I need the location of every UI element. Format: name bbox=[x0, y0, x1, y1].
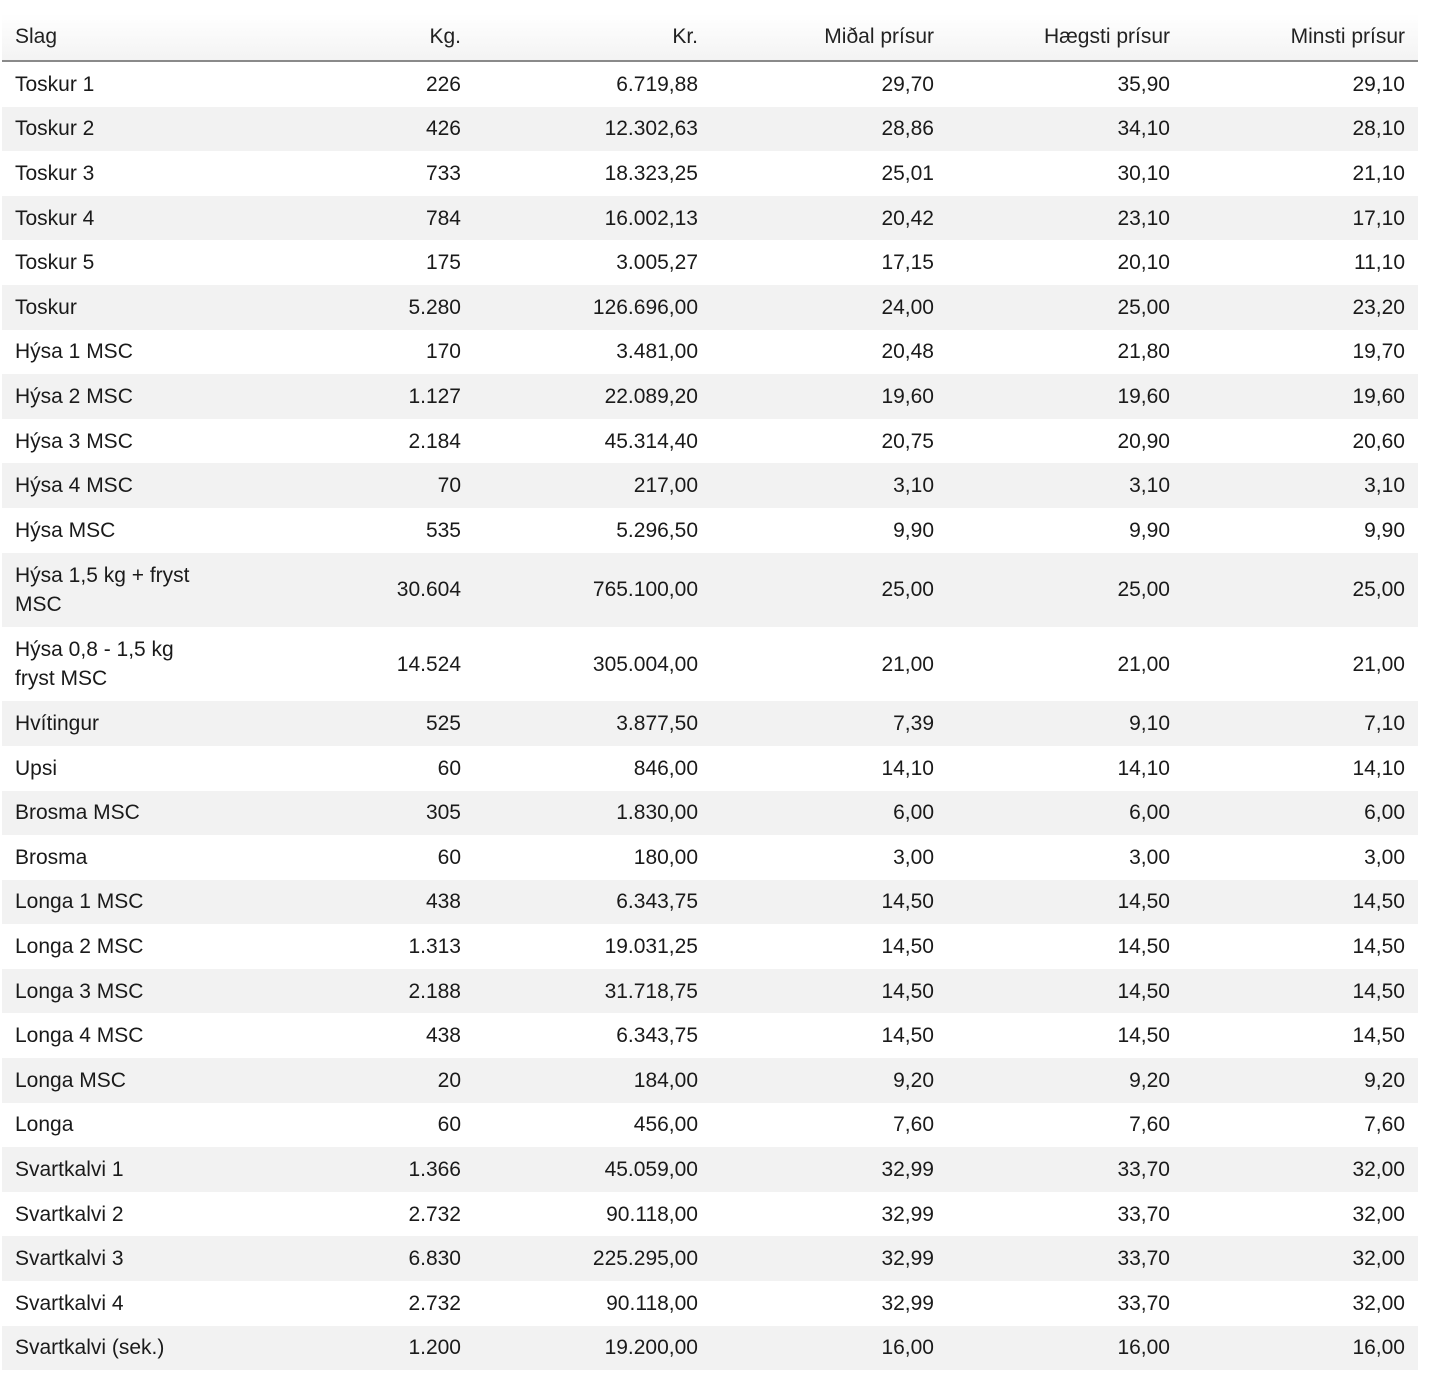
species-label: Toskur 4 bbox=[15, 206, 95, 230]
table-row bbox=[2, 627, 1418, 701]
min-price-cell: 17,10 bbox=[1352, 206, 1405, 230]
min-price-cell: 28,10 bbox=[1352, 117, 1405, 141]
avg-price-cell: 9,20 bbox=[893, 1068, 934, 1092]
species-label: Longa 4 MSC bbox=[15, 1024, 144, 1048]
kr-cell: 3.877,50 bbox=[616, 712, 698, 736]
kg-cell: 525 bbox=[425, 712, 461, 736]
min-price-cell: 14,50 bbox=[1352, 890, 1405, 914]
kg-cell: 170 bbox=[425, 340, 461, 364]
species-label: Svartkalvi (sek.) bbox=[15, 1336, 165, 1360]
kg-cell: 70 bbox=[437, 474, 461, 498]
max-price-cell: 20,10 bbox=[1117, 251, 1170, 275]
max-price-cell: 19,60 bbox=[1117, 384, 1170, 408]
species-label: Toskur 5 bbox=[15, 251, 95, 275]
kg-cell: 60 bbox=[437, 1113, 461, 1137]
avg-price-cell: 32,99 bbox=[881, 1291, 934, 1315]
species-cell bbox=[2, 1147, 238, 1192]
table-row bbox=[2, 151, 1418, 196]
kr-cell: 225.295,00 bbox=[592, 1247, 698, 1271]
kg-cell: 14.524 bbox=[396, 652, 461, 676]
avg-price-cell: 16,00 bbox=[881, 1336, 934, 1360]
kg-cell: 438 bbox=[425, 1024, 461, 1048]
species-cell bbox=[2, 374, 238, 419]
species-cell bbox=[2, 924, 238, 969]
avg-price-cell: 24,00 bbox=[881, 295, 934, 319]
max-price-cell: 6,00 bbox=[1129, 801, 1170, 825]
kg-cell: 2.188 bbox=[408, 979, 461, 1003]
min-price-cell: 9,20 bbox=[1364, 1068, 1405, 1092]
min-price-cell: 25,00 bbox=[1352, 578, 1405, 602]
min-price-cell: 3,10 bbox=[1364, 474, 1405, 498]
max-price-cell: 14,10 bbox=[1117, 756, 1170, 780]
species-cell bbox=[2, 553, 238, 627]
kr-cell: 22.089,20 bbox=[604, 384, 698, 408]
max-price-cell: 33,70 bbox=[1117, 1291, 1170, 1315]
avg-price-cell: 32,99 bbox=[881, 1202, 934, 1226]
min-price-cell: 21,10 bbox=[1352, 161, 1405, 185]
species-cell bbox=[2, 1192, 238, 1237]
kr-cell: 184,00 bbox=[633, 1068, 698, 1092]
table-row bbox=[2, 240, 1418, 285]
table-row bbox=[2, 553, 1418, 627]
kg-cell: 535 bbox=[425, 518, 461, 542]
species-label: Svartkalvi 4 bbox=[15, 1291, 124, 1315]
min-price-cell: 32,00 bbox=[1352, 1247, 1405, 1271]
table-row bbox=[2, 374, 1418, 419]
table-row bbox=[2, 1013, 1418, 1058]
species-label: Longa 2 MSC bbox=[15, 935, 144, 959]
species-cell bbox=[2, 1013, 238, 1058]
species-cell bbox=[2, 791, 238, 836]
species-cell bbox=[2, 61, 238, 107]
kg-cell: 60 bbox=[437, 845, 461, 869]
table-row bbox=[2, 1103, 1418, 1148]
species-cell bbox=[2, 463, 238, 508]
avg-price-cell: 14,10 bbox=[881, 756, 934, 780]
avg-price-cell: 20,75 bbox=[881, 429, 934, 453]
max-price-cell: 34,10 bbox=[1117, 117, 1170, 141]
species-label: Longa MSC bbox=[15, 1068, 126, 1092]
avg-price-cell: 25,00 bbox=[881, 578, 934, 602]
min-price-cell: 3,00 bbox=[1364, 845, 1405, 869]
table-row bbox=[2, 463, 1418, 508]
kg-cell: 20 bbox=[437, 1068, 461, 1092]
kg-cell: 6.830 bbox=[408, 1247, 461, 1271]
avg-price-cell: 20,42 bbox=[881, 206, 934, 230]
avg-price-cell: 14,50 bbox=[881, 890, 934, 914]
max-price-cell: 21,00 bbox=[1117, 652, 1170, 676]
min-price-cell: 32,00 bbox=[1352, 1202, 1405, 1226]
avg-price-cell: 14,50 bbox=[881, 935, 934, 959]
species-label: Longa 3 MSC bbox=[15, 979, 144, 1003]
kr-cell: 5.296,50 bbox=[616, 518, 698, 542]
kr-cell: 45.059,00 bbox=[604, 1158, 698, 1182]
max-price-cell: 16,00 bbox=[1117, 1336, 1170, 1360]
avg-price-cell: 21,00 bbox=[881, 652, 934, 676]
avg-price-cell: 32,99 bbox=[881, 1158, 934, 1182]
kr-cell: 16.002,13 bbox=[604, 206, 698, 230]
species-label: Toskur 3 bbox=[15, 161, 95, 185]
kr-cell: 3.481,00 bbox=[616, 340, 698, 364]
min-price-cell: 32,00 bbox=[1352, 1291, 1405, 1315]
species-cell bbox=[2, 508, 238, 553]
species-label: Longa 1 MSC bbox=[15, 890, 144, 914]
avg-price-cell: 29,70 bbox=[881, 72, 934, 96]
max-price-cell: 14,50 bbox=[1117, 979, 1170, 1003]
kg-cell: 1.127 bbox=[408, 384, 461, 408]
kg-cell: 175 bbox=[425, 251, 461, 275]
avg-price-cell: 3,10 bbox=[893, 474, 934, 498]
kg-cell: 226 bbox=[425, 72, 461, 96]
species-label: Toskur bbox=[15, 295, 77, 319]
avg-price-cell: 7,60 bbox=[893, 1113, 934, 1137]
species-cell bbox=[2, 419, 238, 464]
species-label: Svartkalvi 1 bbox=[15, 1158, 124, 1182]
kr-cell: 6.719,88 bbox=[616, 72, 698, 96]
species-label: Hýsa 3 MSC bbox=[15, 429, 133, 453]
species-cell bbox=[2, 880, 238, 925]
table-row bbox=[2, 61, 1418, 107]
max-price-cell: 14,50 bbox=[1117, 935, 1170, 959]
min-price-cell: 16,00 bbox=[1352, 1336, 1405, 1360]
kr-cell: 6.343,75 bbox=[616, 1024, 698, 1048]
max-price-cell: 7,60 bbox=[1129, 1113, 1170, 1137]
kg-cell: 784 bbox=[425, 206, 461, 230]
kr-cell: 3.005,27 bbox=[616, 251, 698, 275]
species-label: Brosma MSC bbox=[15, 801, 140, 825]
table-row bbox=[2, 508, 1418, 553]
min-price-cell: 6,00 bbox=[1364, 801, 1405, 825]
table-row bbox=[2, 701, 1418, 746]
table-row bbox=[2, 419, 1418, 464]
kr-cell: 90.118,00 bbox=[606, 1291, 698, 1315]
min-price-cell: 7,60 bbox=[1364, 1113, 1405, 1137]
kg-cell: 1.200 bbox=[408, 1336, 461, 1360]
min-price-cell: 21,00 bbox=[1352, 652, 1405, 676]
avg-price-cell: 32,99 bbox=[881, 1247, 934, 1271]
min-price-cell: 32,00 bbox=[1352, 1158, 1405, 1182]
species-label: Hýsa 1,5 kg + fryst MSC bbox=[15, 563, 190, 616]
species-cell bbox=[2, 1281, 238, 1326]
species-label: Brosma bbox=[15, 845, 88, 869]
column-header-kr[interactable]: Kr. bbox=[474, 14, 711, 61]
max-price-cell: 9,10 bbox=[1129, 712, 1170, 736]
kg-cell: 426 bbox=[425, 117, 461, 141]
table-row bbox=[2, 969, 1418, 1014]
min-price-cell: 11,10 bbox=[1354, 251, 1405, 275]
species-cell bbox=[2, 1058, 238, 1103]
table-row bbox=[2, 330, 1418, 375]
table-row bbox=[2, 107, 1418, 152]
avg-price-cell: 19,60 bbox=[881, 384, 934, 408]
kr-cell: 18.323,25 bbox=[604, 161, 698, 185]
min-price-cell: 19,60 bbox=[1352, 384, 1405, 408]
species-label: Svartkalvi 2 bbox=[15, 1202, 124, 1226]
kg-cell: 5.280 bbox=[408, 295, 461, 319]
table-row bbox=[2, 791, 1418, 836]
species-label: Hýsa 1 MSC bbox=[15, 340, 133, 364]
min-price-cell: 14,10 bbox=[1352, 756, 1405, 780]
species-cell bbox=[2, 1236, 238, 1281]
species-cell bbox=[2, 969, 238, 1014]
table-row bbox=[2, 746, 1418, 791]
species-label: Svartkalvi 3 bbox=[15, 1247, 124, 1271]
table-row bbox=[2, 1281, 1418, 1326]
kr-cell: 305.004,00 bbox=[592, 652, 698, 676]
max-price-cell: 25,00 bbox=[1117, 578, 1170, 602]
kg-cell: 1.366 bbox=[408, 1158, 461, 1182]
species-label: Toskur 2 bbox=[15, 117, 95, 141]
table-header bbox=[2, 14, 1418, 61]
min-price-cell: 14,50 bbox=[1352, 935, 1405, 959]
species-cell bbox=[2, 330, 238, 375]
avg-price-cell: 9,90 bbox=[893, 518, 934, 542]
max-price-cell: 3,00 bbox=[1129, 845, 1170, 869]
species-cell bbox=[2, 285, 238, 330]
table-row bbox=[2, 1192, 1418, 1237]
column-header-min-price[interactable]: Minsti prísur bbox=[1183, 14, 1418, 61]
min-price-cell: 7,10 bbox=[1364, 712, 1405, 736]
table-row bbox=[2, 1326, 1418, 1371]
max-price-cell: 25,00 bbox=[1117, 295, 1170, 319]
table-row bbox=[2, 1147, 1418, 1192]
column-header-avg-price[interactable]: Miðal prísur bbox=[711, 14, 947, 61]
kg-cell: 2.184 bbox=[408, 429, 461, 453]
table-body bbox=[2, 61, 1418, 1370]
kr-cell: 1.830,00 bbox=[616, 801, 698, 825]
kr-cell: 217,00 bbox=[633, 474, 698, 498]
kg-cell: 438 bbox=[425, 890, 461, 914]
kr-cell: 45.314,40 bbox=[604, 429, 698, 453]
species-cell bbox=[2, 240, 238, 285]
kr-cell: 90.118,00 bbox=[606, 1202, 698, 1226]
kg-cell: 733 bbox=[425, 161, 461, 185]
kr-cell: 19.200,00 bbox=[604, 1336, 698, 1360]
avg-price-cell: 14,50 bbox=[881, 1024, 934, 1048]
kr-cell: 846,00 bbox=[633, 756, 698, 780]
max-price-cell: 9,90 bbox=[1129, 518, 1170, 542]
species-label: Hýsa 2 MSC bbox=[15, 384, 133, 408]
min-price-cell: 9,90 bbox=[1364, 518, 1405, 542]
table-row bbox=[2, 196, 1418, 241]
max-price-cell: 35,90 bbox=[1117, 72, 1170, 96]
avg-price-cell: 7,39 bbox=[893, 712, 934, 736]
species-cell bbox=[2, 151, 238, 196]
max-price-cell: 33,70 bbox=[1117, 1158, 1170, 1182]
species-cell bbox=[2, 746, 238, 791]
species-cell bbox=[2, 196, 238, 241]
kr-cell: 456,00 bbox=[633, 1113, 698, 1137]
max-price-cell: 33,70 bbox=[1117, 1247, 1170, 1271]
kg-cell: 30.604 bbox=[396, 578, 461, 602]
min-price-cell: 14,50 bbox=[1352, 1024, 1405, 1048]
max-price-cell: 14,50 bbox=[1117, 890, 1170, 914]
min-price-cell: 14,50 bbox=[1352, 979, 1405, 1003]
kg-cell: 2.732 bbox=[408, 1291, 461, 1315]
avg-price-cell: 28,86 bbox=[881, 117, 934, 141]
table-row bbox=[2, 924, 1418, 969]
min-price-cell: 29,10 bbox=[1352, 72, 1405, 96]
species-cell bbox=[2, 107, 238, 152]
species-label: Upsi bbox=[15, 756, 58, 780]
avg-price-cell: 20,48 bbox=[881, 340, 934, 364]
avg-price-cell: 14,50 bbox=[881, 979, 934, 1003]
avg-price-cell: 6,00 bbox=[893, 801, 934, 825]
kg-cell: 2.732 bbox=[408, 1202, 461, 1226]
min-price-cell: 20,60 bbox=[1352, 429, 1405, 453]
species-label: Toskur 1 bbox=[15, 72, 95, 96]
kr-cell: 765.100,00 bbox=[592, 578, 698, 602]
species-label: Hýsa 0,8 - 1,5 kg fryst MSC bbox=[15, 638, 174, 691]
kg-cell: 305 bbox=[425, 801, 461, 825]
species-cell bbox=[2, 835, 238, 880]
max-price-cell: 9,20 bbox=[1129, 1068, 1170, 1092]
species-label: Hvítingur bbox=[15, 712, 100, 736]
table-row bbox=[2, 285, 1418, 330]
avg-price-cell: 25,01 bbox=[881, 161, 934, 185]
max-price-cell: 23,10 bbox=[1117, 206, 1170, 230]
kr-cell: 19.031,25 bbox=[604, 935, 698, 959]
species-cell bbox=[2, 627, 238, 701]
column-header-max-price[interactable]: Hægsti prísur bbox=[947, 14, 1183, 61]
avg-price-cell: 17,15 bbox=[881, 251, 934, 275]
avg-price-cell: 3,00 bbox=[893, 845, 934, 869]
min-price-cell: 19,70 bbox=[1352, 340, 1405, 364]
species-cell bbox=[2, 701, 238, 746]
kg-cell: 1.313 bbox=[408, 935, 461, 959]
max-price-cell: 20,90 bbox=[1117, 429, 1170, 453]
kr-cell: 31.718,75 bbox=[604, 979, 698, 1003]
species-label: Hýsa 4 MSC bbox=[15, 474, 133, 498]
column-header-slag[interactable]: Slag bbox=[2, 14, 238, 61]
max-price-cell: 14,50 bbox=[1117, 1024, 1170, 1048]
kr-cell: 126.696,00 bbox=[592, 295, 698, 319]
column-header-kg[interactable]: Kg. bbox=[238, 14, 474, 61]
kr-cell: 6.343,75 bbox=[616, 890, 698, 914]
kr-cell: 12.302,63 bbox=[604, 117, 698, 141]
max-price-cell: 30,10 bbox=[1117, 161, 1170, 185]
table-row bbox=[2, 1058, 1418, 1103]
table-row bbox=[2, 1236, 1418, 1281]
kr-cell: 180,00 bbox=[633, 845, 698, 869]
header-row bbox=[2, 14, 1418, 61]
max-price-cell: 3,10 bbox=[1129, 474, 1170, 498]
min-price-cell: 23,20 bbox=[1352, 295, 1405, 319]
table-row bbox=[2, 835, 1418, 880]
species-cell bbox=[2, 1326, 238, 1371]
price-table bbox=[2, 14, 1418, 1370]
species-label: Hýsa MSC bbox=[15, 518, 116, 542]
max-price-cell: 21,80 bbox=[1117, 340, 1170, 364]
table-row bbox=[2, 880, 1418, 925]
max-price-cell: 33,70 bbox=[1117, 1202, 1170, 1226]
species-label: Longa bbox=[15, 1113, 74, 1137]
species-cell bbox=[2, 1103, 238, 1148]
kg-cell: 60 bbox=[437, 756, 461, 780]
price-table-container bbox=[2, 14, 1418, 1370]
